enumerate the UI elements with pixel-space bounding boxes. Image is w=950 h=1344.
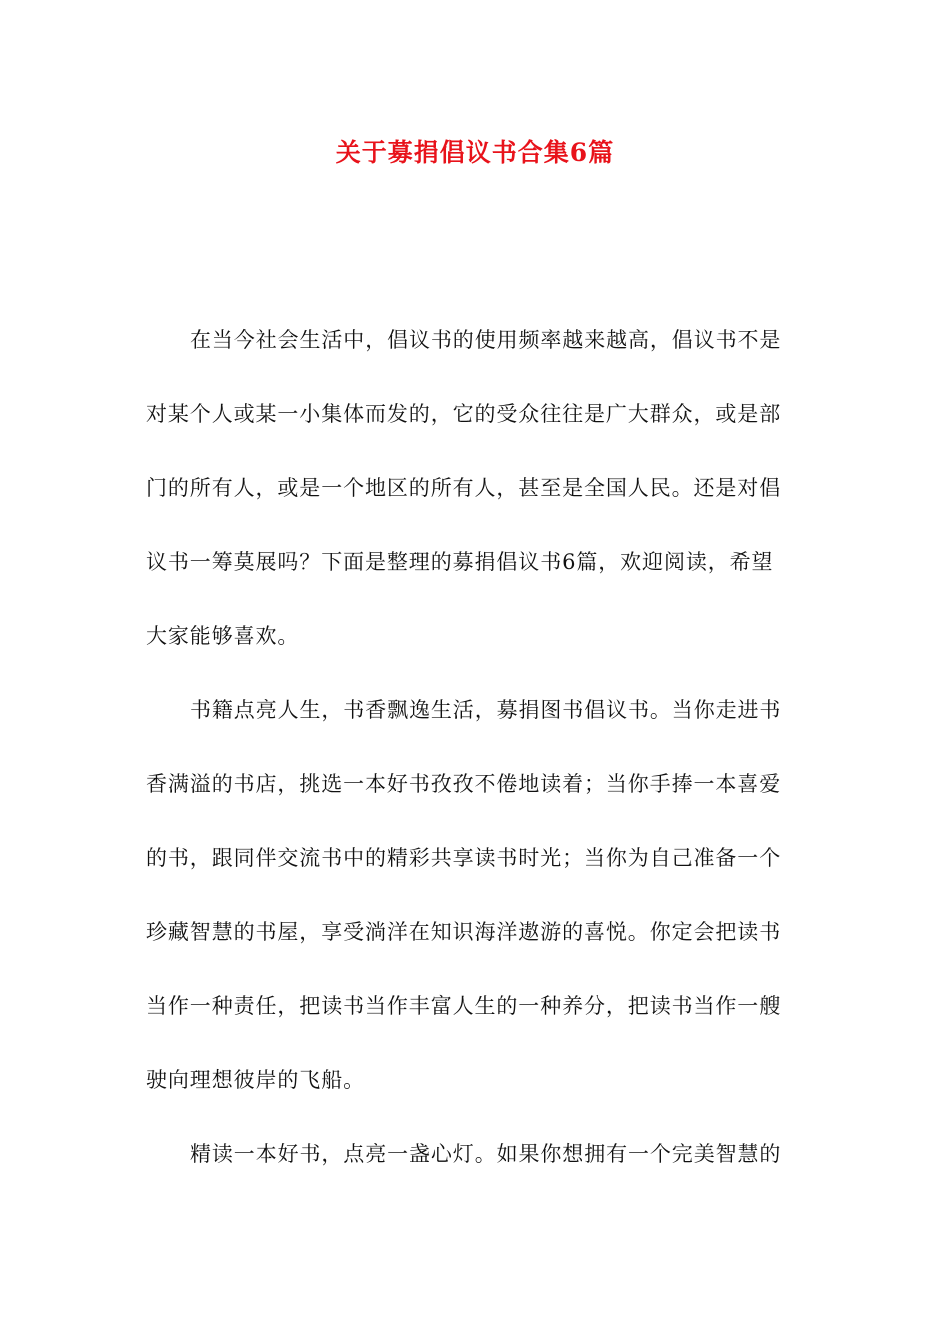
paragraph-3 [146,1132,806,1206]
text-line: 门的所有人，或是一个地区的所有人，甚至是全国人民。还是对倡 [146,476,782,500]
text-line: 精读一本好书，点亮一盏心灯。如果你想拥有一个完美智慧的 [190,1142,782,1166]
paragraph-2 [146,688,806,1132]
document-title: 关于募捐倡议书合集6篇 [335,138,615,167]
document-body [146,318,806,1206]
text-line: 书籍点亮人生，书香飘逸生活，募捐图书倡议书。当你走进书 [190,698,782,722]
text-line: 大家能够喜欢。 [146,624,300,648]
text-line: 议书一筹莫展吗？下面是整理的募捐倡议书6篇，欢迎阅读，希望 [146,550,774,574]
text-line: 驶向理想彼岸的飞船。 [146,1068,365,1092]
text-line: 的书，跟同伴交流书中的精彩共享读书时光；当你为自己准备一个 [146,846,782,870]
text-line: 香满溢的书店，挑选一本好书孜孜不倦地读着；当你手捧一本喜爱 [146,772,782,796]
paragraph-1 [146,318,806,688]
text-line: 珍藏智慧的书屋，享受淌洋在知识海洋遨游的喜悦。你定会把读书 [146,920,782,944]
text-line: 当作一种责任，把读书当作丰富人生的一种养分，把读书当作一艘 [146,994,782,1018]
text-line: 在当今社会生活中，倡议书的使用频率越来越高，倡议书不是 [190,328,782,352]
text-line: 对某个人或某一小集体而发的，它的受众往往是广大群众，或是部 [146,402,782,426]
